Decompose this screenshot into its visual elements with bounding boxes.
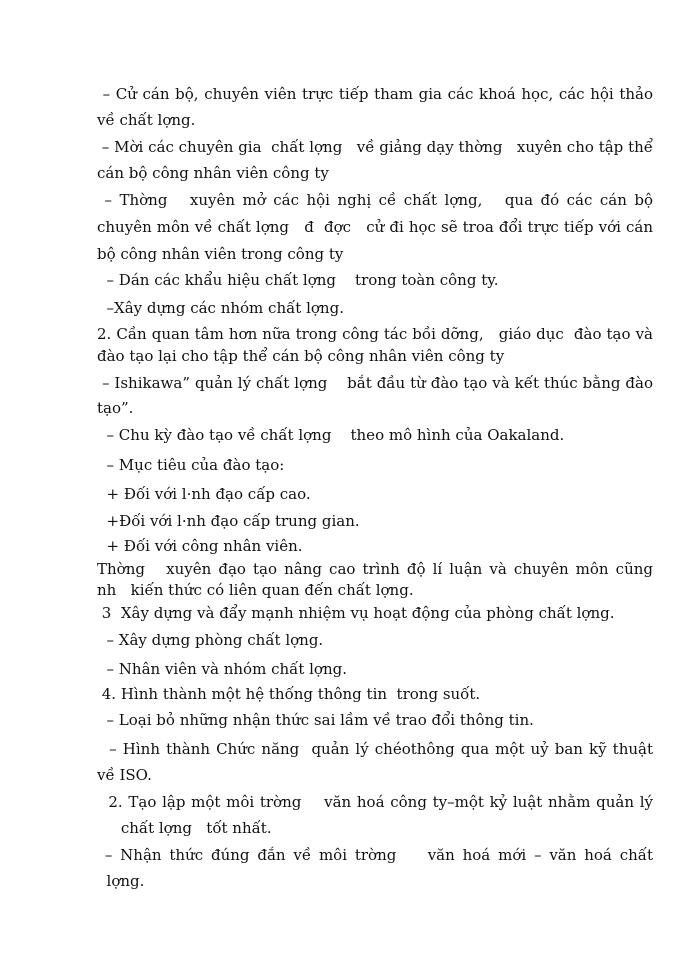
text-line: bộ công nhân viên trong công ty [97,245,344,263]
text-line: nh kiến thức có liên quan đến chất lợng. [97,581,414,599]
text-line: – Nhân viên và nhóm chất lợng. [97,660,347,678]
text-line: + Đối với l·nh đạo cấp cao. [97,485,311,503]
text-line: 2. Tạo lập một môi trờng văn hoá công ty–một kỷ luật nhằm quản lý [97,793,653,811]
text-line: – Cử cán bộ, chuyên viên trực tiếp tham gia các khoá học, các hội thảo [97,85,653,103]
text-line: –Xây dựng các nhóm chất lợng. [97,299,344,317]
text-line: – Xây dựng phòng chất lợng. [97,631,324,649]
text-line: 4. Hình thành một hệ thống thông tin trong suốt. [97,685,481,703]
text-line: – Dán các khẩu hiệu chất lợng trong toàn công ty. [97,271,499,289]
text-line: tạo”. [97,399,134,417]
text-line: 2. Cần quan tâm hơn nữa trong công tác bồi dỡng, giáo dục đào tạo và [97,325,653,343]
text-line: – Mục tiêu của đào tạo: [97,456,285,474]
text-line: – Hình thành Chức năng quản lý chéothông qua một uỷ ban kỹ thuật [97,740,653,758]
text-line: – Nhận thức đúng đắn về môi trờng văn hoá mới – văn hoá chất [97,846,653,864]
text-line: chuyên môn về chất lợng đ đợc cử đi học sẽ troa đổi trực tiếp với cán [97,218,653,236]
text-line: – Loại bỏ những nhận thức sai lầm về trao đổi thông tin. [97,711,534,729]
text-line: – Thờng xuyên mở các hội nghị cề chất lợng, qua đó các cán bộ [97,191,653,209]
text-line: – Chu kỳ đào tạo về chất lợng theo mô hình của Oakaland. [97,426,565,444]
text-line: đào tạo lại cho tập thể cán bộ công nhân viên công ty [97,347,505,365]
text-line: về ISO. [97,766,152,784]
text-line: 3 Xây dựng và đẩy mạnh nhiệm vụ hoạt động của phòng chất lợng. [97,604,615,622]
text-line: – Ishikawa” quản lý chất lợng bắt đầu từ đào tạo và kết thúc bằng đào [97,374,653,392]
text-line: chất lợng tốt nhất. [97,819,272,837]
text-line: lợng. [97,872,145,890]
text-line: + Đối với công nhân viên. [97,537,303,555]
text-line: +Đối với l·nh đạo cấp trung gian. [97,512,360,530]
text-line: cán bộ công nhân viên công ty [97,164,329,182]
text-line: Thờng xuyên đạo tạo nâng cao trình độ lí luận và chuyên môn cũng [97,560,653,578]
text-line: – Mời các chuyên gia chất lợng về giảng dạy thờng xuyên cho tập thể [97,138,653,156]
text-line: về chất lợng. [97,111,196,129]
